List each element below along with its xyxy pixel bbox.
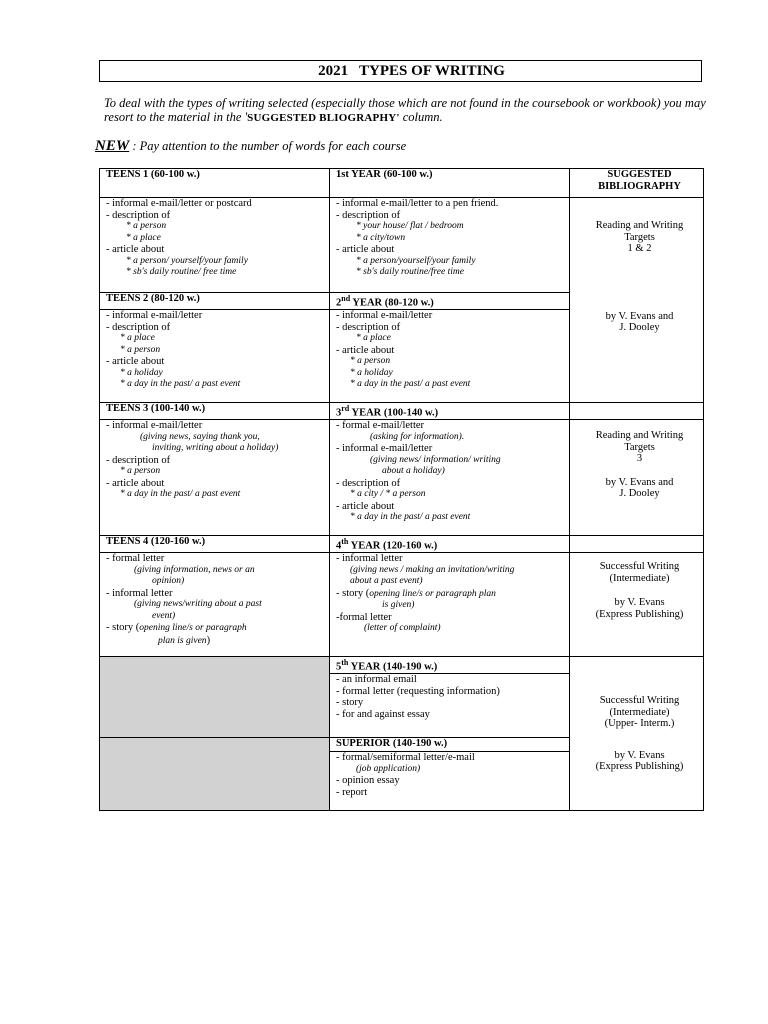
year4-content [330, 553, 570, 657]
grey-empty-cell [100, 657, 330, 738]
list-item: (job application) [356, 763, 421, 774]
list-item: - article about [336, 500, 395, 512]
list-item: - formal/semiformal letter/e-mail [336, 752, 475, 763]
ordinal-suffix: th [341, 537, 349, 546]
list-item: * a place [126, 232, 161, 243]
list-item: - report [336, 786, 368, 798]
intro-text: To deal with the types of writing selected (especially those which are not found in the coursebook or workbook) you may resort to the material in the ' [104, 96, 706, 124]
ordinal-suffix: rd [341, 404, 350, 413]
ordinal-suffix: nd [341, 294, 351, 303]
list-item: - informal e-mail/letter [336, 443, 433, 454]
story-suffix: ) [206, 634, 211, 646]
bib-line: J. Dooley [619, 322, 660, 333]
list-item: * a city / * a person [350, 489, 426, 499]
list-item: inviting, writing about a holiday) [152, 443, 279, 453]
year3-content [330, 420, 570, 536]
list-item: (giving news/ information/ writing [370, 454, 501, 465]
story-prefix: - story ( [336, 587, 370, 599]
bibliography-cell-2 [570, 420, 704, 536]
bibliography-cell-1 [570, 198, 704, 403]
list-item: - article about [336, 344, 395, 356]
bib-line: by V. Evans and [605, 476, 674, 488]
list-item: - informal e-mail/letter [106, 310, 203, 321]
page-title [99, 60, 702, 82]
list-item: is given) [382, 600, 415, 610]
list-item [106, 622, 329, 635]
list-item: * a day in the past/ a past event [120, 489, 241, 499]
teens2-content [100, 310, 330, 403]
teens4-header: TEENS 4 (120-160 w.) [100, 536, 330, 553]
superior-header: SUPERIOR (140-190 w.) [330, 738, 570, 752]
bib-line: J. Dooley [619, 488, 660, 499]
intro-highlight: SUGGESTED BLIOGRAPHY' [247, 112, 400, 124]
bib-line: Targets [624, 231, 655, 243]
list-item: - informal letter [106, 587, 173, 599]
year-header-text: YEAR (140-190 w.) [348, 661, 438, 673]
list-item: opinion) [152, 576, 185, 586]
list-item: about a holiday) [382, 466, 445, 476]
list-item: * a person/ yourself/your family [126, 255, 248, 266]
writing-types-table [99, 168, 704, 811]
list-item: - formal e-mail/letter [336, 420, 425, 431]
bib-line: (Express Publishing) [595, 608, 684, 620]
bib-line: Successful Writing [599, 561, 680, 572]
teens1-header: TEENS 1 (60-100 w.) [100, 169, 330, 198]
story-prefix: - story ( [106, 622, 140, 633]
list-item: * a person [120, 466, 161, 476]
grey-empty-cell [100, 738, 330, 811]
year-number: 2 [336, 297, 342, 309]
bib-line: (Intermediate) [609, 572, 670, 584]
list-item: - description of [336, 477, 401, 489]
year-header-text: YEAR (80-120 w.) [350, 297, 434, 309]
teens4-content [100, 553, 330, 657]
list-item [106, 635, 329, 648]
bib-line: 3 [636, 453, 643, 464]
list-item: * a day in the past/ a past event [350, 379, 471, 389]
list-item: - informal e-mail/letter to a pen friend. [336, 198, 499, 209]
year-number: 5 [336, 661, 342, 673]
year3-header [330, 403, 570, 420]
year5-header [330, 657, 570, 674]
year1-header: 1st YEAR (60-100 w.) [330, 169, 570, 198]
bibliography-spacer [570, 536, 704, 553]
list-item: * a person/yourself/your family [356, 255, 476, 266]
list-item: - an informal email [336, 674, 417, 685]
list-item: * a person [350, 356, 391, 366]
story-detail: opening line/s or paragraph plan [369, 588, 496, 599]
list-item: - for and against essay [336, 708, 430, 720]
title-text: 2021 TYPES OF WRITING [318, 63, 505, 79]
year-header-text: YEAR (120-160 w.) [348, 540, 438, 552]
list-item: (giving news/writing about a past [134, 599, 262, 609]
bib-line: (Intermediate) [609, 706, 670, 718]
year5-content [330, 674, 570, 738]
list-item: about a past event) [350, 576, 423, 586]
list-item: - formal letter [106, 553, 165, 564]
list-item: * a day in the past/ a past event [120, 379, 241, 389]
intro-text-end: column. [399, 110, 443, 124]
list-item: * a place [356, 333, 391, 343]
list-item: - description of [336, 209, 401, 221]
list-item: - informal e-mail/letter or postcard [106, 198, 252, 209]
list-item: (letter of complaint) [364, 623, 441, 633]
bib-line: by V. Evans and [605, 310, 674, 322]
teens3-header: TEENS 3 (100-140 w.) [100, 403, 330, 420]
list-item: - description of [336, 321, 401, 333]
list-item [336, 588, 569, 601]
list-item: * a day in the past/ a past event [350, 512, 471, 522]
year-number: 3 [336, 407, 342, 419]
list-item: (asking for information). [370, 431, 465, 442]
new-label: NEW [95, 138, 130, 154]
year4-header [330, 536, 570, 553]
list-item: - informal e-mail/letter [106, 420, 203, 431]
list-item: - description of [106, 454, 171, 466]
year-number: 4 [336, 540, 342, 552]
list-item: * sb's daily routine/ free time [126, 267, 237, 277]
list-item: * a city/town [356, 232, 406, 243]
story-detail: plan is given [158, 635, 207, 646]
bibliography-cell-3 [570, 553, 704, 657]
list-item: * a holiday [350, 367, 393, 378]
bib-line: (Upper- Interm.) [604, 718, 675, 729]
list-item: * a person [126, 221, 167, 231]
list-item: * sb's daily routine/free time [356, 267, 464, 277]
list-item: * a person [120, 344, 161, 355]
intro-paragraph [104, 96, 724, 125]
story-detail: opening line/s or paragraph [139, 623, 247, 633]
list-item: (giving news / making an invitation/writing [350, 564, 515, 575]
bib-line: Reading and Writing [595, 430, 684, 441]
list-item: - article about [336, 244, 395, 255]
bib-line: Successful Writing [599, 695, 680, 706]
list-item: - opinion essay [336, 775, 400, 786]
list-item: * a holiday [120, 367, 163, 378]
year-header-text: YEAR (100-140 w.) [349, 407, 439, 419]
list-item: (giving information, news or an [134, 564, 255, 575]
teens1-content [100, 198, 330, 293]
list-item: - informal e-mail/letter [336, 310, 433, 321]
ordinal-suffix: th [341, 658, 349, 667]
bib-line: 1 & 2 [627, 243, 652, 254]
superior-content [330, 752, 570, 811]
year1-content [330, 198, 570, 293]
list-item: * your house/ flat / bedroom [356, 221, 464, 231]
list-item: - informal letter [336, 553, 403, 564]
list-item: - article about [106, 356, 165, 367]
bib-line: by V. Evans [614, 749, 665, 761]
list-item: - description of [106, 321, 171, 333]
bib-line: by V. Evans [614, 597, 665, 608]
year2-header [330, 293, 570, 310]
bib-line: (Express Publishing) [595, 761, 684, 772]
bibliography-spacer [570, 403, 704, 420]
teens2-header: TEENS 2 (80-120 w.) [100, 293, 330, 310]
year2-content [330, 310, 570, 403]
list-item: - formal letter (requesting information) [336, 685, 500, 697]
list-item: -formal letter [336, 611, 392, 623]
new-note-text: : Pay attention to the number of words for each course [129, 139, 407, 153]
list-item: * a place [120, 333, 155, 343]
bib-line: Targets [624, 441, 655, 453]
new-note [95, 138, 406, 155]
bibliography-header: SUGGESTED BIBLIOGRAPHY [570, 169, 704, 198]
bib-line: Reading and Writing [595, 220, 684, 231]
list-item: - article about [106, 244, 165, 255]
bibliography-cell-4 [570, 657, 704, 811]
list-item: - story [336, 697, 364, 708]
list-item: - description of [106, 209, 171, 221]
teens3-content [100, 420, 330, 536]
list-item: (giving news, saying thank you, [140, 431, 260, 442]
list-item: - article about [106, 477, 165, 489]
list-item: event) [152, 610, 176, 621]
